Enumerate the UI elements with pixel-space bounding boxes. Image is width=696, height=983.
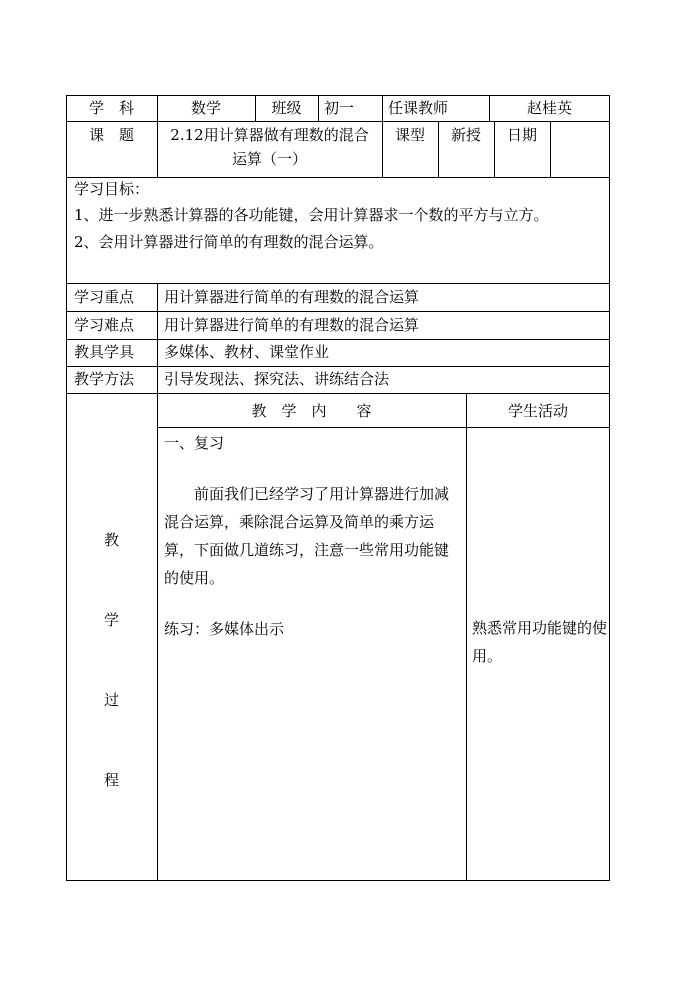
activity-header: 学生活动 — [507, 402, 568, 420]
section-title: 一、复习 — [164, 434, 225, 452]
key-point-label: 学习重点 — [74, 288, 135, 306]
process-side-char: 程 — [103, 771, 119, 789]
key-point-value: 用计算器进行简单的有理数的混合运算 — [164, 288, 420, 306]
topic-line1: 2.12用计算器做有理数的混合 — [170, 126, 369, 144]
class-value: 初一 — [324, 99, 355, 117]
method-label: 教学方法 — [74, 370, 135, 388]
teacher-value: 赵桂英 — [526, 99, 572, 117]
difficulty-label: 学习难点 — [74, 316, 135, 334]
lesson-plan-table — [66, 95, 610, 881]
subject-label: 学 科 — [88, 99, 134, 117]
topic-label: 课 题 — [88, 126, 134, 144]
objective-item: 2、会用计算器进行简单的有理数的混合运算。 — [74, 233, 384, 251]
type-value: 新授 — [450, 126, 481, 144]
tools-label: 教具学具 — [74, 343, 135, 361]
process-side-char: 过 — [103, 691, 119, 709]
teacher-label: 任课教师 — [388, 99, 449, 117]
objective-item: 1、进一步熟悉计算器的各功能键，会用计算器求一个数的平方与立方。 — [74, 206, 549, 224]
topic-line2: 运算（一） — [231, 150, 307, 168]
process-side-char: 教 — [103, 531, 119, 549]
difficulty-value: 用计算器进行简单的有理数的混合运算 — [164, 316, 420, 334]
method-value: 引导发现法、探究法、讲练结合法 — [164, 370, 390, 388]
review-paragraph: 前面我们已经学习了用计算器进行加减混合运算，乘除混合运算及简单的乘方运算，下面做几道练习，注意一些常用功能键的使用。 — [164, 485, 450, 587]
date-label: 日期 — [506, 126, 537, 144]
tools-value: 多媒体、教材、课堂作业 — [164, 343, 330, 361]
process-side-char: 学 — [103, 611, 119, 629]
objectives-title: 学习目标： — [74, 180, 150, 198]
practice-line: 练习：多媒体出示 — [164, 620, 285, 638]
content-header: 教 学 内 容 — [251, 402, 372, 420]
class-label: 班级 — [271, 99, 302, 117]
type-label: 课型 — [394, 126, 425, 144]
subject-value: 数学 — [190, 99, 221, 117]
activity-text: 熟悉常用功能键的使用。 — [472, 619, 608, 665]
